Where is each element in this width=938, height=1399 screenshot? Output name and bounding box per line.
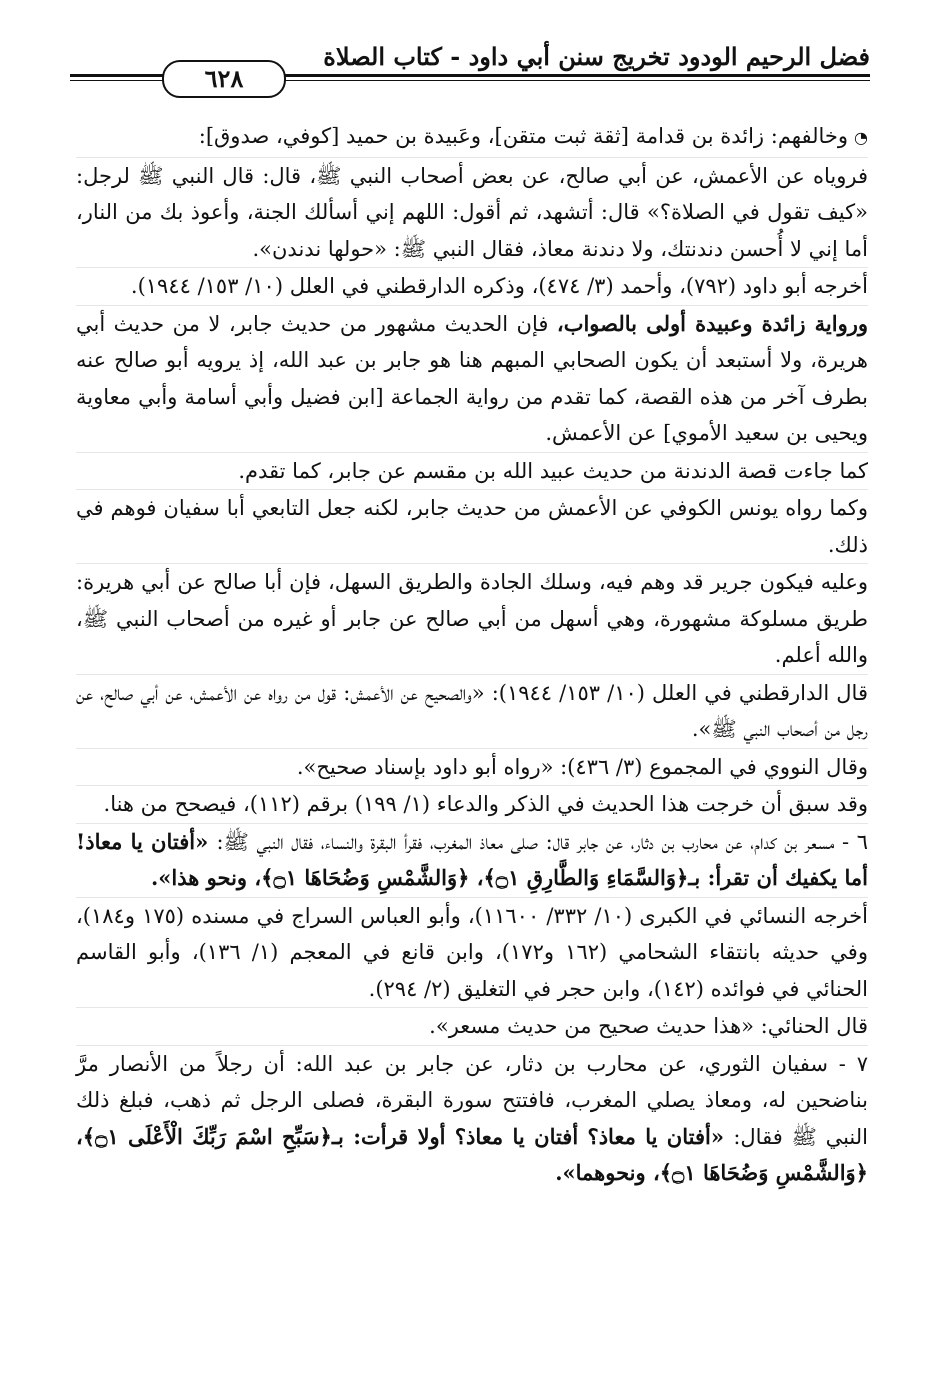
- paragraph-text: فإن الحديث مشهور من حديث جابر، لا من حديث أبي هريرة، ولا أستبعد أن يكون الصحابي المبهم هنا هو جابر بن عبد الله، إذ يرويه أبو صالح عنه بطرف آخر من هذه القصة، كما تقدم من رواية الجماعة [ابن فضيل وأبي أسامة وأبي معاوية ويحيى بن سعيد الأموي] عن الأعمش.: [76, 311, 868, 445]
- paragraph-9: [76, 748, 868, 786]
- paragraph-11: [76, 823, 868, 897]
- paragraph-4: [76, 305, 868, 452]
- running-title: فضل الرحيم الودود تخريج سنن أبي داود - كتاب الصلاة: [323, 42, 870, 71]
- page-number: ٦٢٨: [162, 60, 286, 98]
- paragraph-bold-quote: «أفتان يا معاذ؟ أفتان يا معاذ؟ أولا قرأت: بـ﴿سَبِّحِ اسْمَ رَبِّكَ الْأَعْلَى ۝١﴾، ﴿وَالشَّمْسِ وَضُحَاهَا ۝١﴾، ونحوهما».: [76, 1123, 868, 1185]
- paragraph-text: وقد سبق أن خرجت هذا الحديث في الذكر والدعاء (١/ ١٩٩) برقم (١١٢)، فيصحح من هنا.: [103, 792, 868, 816]
- page-header: [70, 0, 870, 100]
- paragraph-7: [76, 563, 868, 674]
- paragraph-14: [76, 1045, 868, 1192]
- paragraph-text: فروياه عن الأعمش، عن أبي صالح، عن بعض أصحاب النبي ﷺ، قال: قال النبي ﷺ لرجل: «كيف تقول في الصلاة؟» قال: أتشهد، ثم أقول: اللهم إني أسألك الجنة، وأعوذ بك من النار، أما إني لا أُحسن دندنتك، ولا دندنة معاذ، فقال النبي ﷺ: «حولها ندندن».: [76, 163, 868, 261]
- paragraph-13: [76, 1007, 868, 1045]
- paragraph-text: وعليه فيكون جرير قد وهم فيه، وسلك الجادة والطريق السهل، فإن أبا صالح عن أبي هريرة: طريق مسلوكة مشهورة، وهي أسهل من أبي صالح عن جابر أو غيره من أصحاب النبي ﷺ، والله أعلم.: [76, 570, 868, 667]
- paragraph-text: وخالفهم: زائدة بن قدامة [ثقة ثبت متقن]، وعَبيدة بن حميد [كوفي، صدوق]:: [198, 124, 849, 148]
- paragraph-2: [76, 157, 868, 268]
- paragraph-text: ٧ - سفيان الثوري، عن محارب بن دثار، عن جابر بن عبد الله: أن رجلاً من الأنصار مرَّ بناضحين له، ومعاذ يصلي المغرب، فافتتح سورة البقرة، فصلى الرجل ثم ذهب، فبلغ ذلك النبي ﷺ فقال:: [76, 1051, 868, 1149]
- paragraph-text: قال الدارقطني في العلل (١٠/ ١٥٣/ ١٩٤٤): «والصحيح عن الأعمش: قول من رواه عن الأعمش، عن أبي صالح، عن رجل من أصحاب النبي ﷺ».: [76, 680, 868, 741]
- paragraph-bold-quote: «أفتان يا معاذ! أما يكفيك أن تقرأ: بـ﴿وَالسَّمَاءِ وَالطَّارِقِ ۝١﴾، ﴿وَالشَّمْسِ وَضُحَاهَا ۝١﴾، ونحو هذا».: [76, 828, 868, 890]
- paragraph-text: أخرجه أبو داود (٧٩٢)، وأحمد (٣/ ٤٧٤)، وذكره الدارقطني في العلل (١٠/ ١٥٣/ ١٩٤٤).: [130, 274, 868, 298]
- paragraph-10: [76, 785, 868, 823]
- page-number-area: [70, 60, 870, 100]
- paragraph-text: أخرجه النسائي في الكبرى (١٠/ ٣٣٢/ ١١٦٠٠)، وأبو العباس السراج في مسنده (١٧٥ و١٨٤)، وفي حديثه بانتقاء الشحامي (١٦٢ و١٧٢)، وابن قانع في المعجم (١/ ١٣٦)، وأبو القاسم الحنائي في فوائده (١٤٢)، وابن حجر في التغليق (٢/ ٢٩٤).: [76, 903, 868, 1001]
- paragraph-8: [76, 674, 868, 748]
- paragraph-text: وكما رواه يونس الكوفي عن الأعمش من حديث جابر، لكنه جعل التابعي أبا سفيان فوهم في ذلك.: [76, 496, 868, 557]
- paragraph-text: كما جاءت قصة الدندنة من حديث عبيد الله بن مقسم عن جابر، كما تقدم.: [238, 458, 868, 483]
- paragraph-text: قال الحنائي: «هذا حديث صحيح من حديث مسعر».: [429, 1014, 868, 1038]
- paragraph-1: [76, 118, 868, 157]
- paragraph-6: [76, 489, 868, 563]
- paragraph-3: [76, 267, 868, 305]
- paragraph-text: وقال النووي في المجموع (٣/ ٤٣٦): «رواه أبو داود بإسناد صحيح».: [296, 754, 868, 779]
- paragraph-bullet-icon: ◔: [854, 128, 868, 147]
- paragraph-12: [76, 897, 868, 1008]
- page-body: [76, 118, 868, 1192]
- paragraph-bold-lead: ورواية زائدة وعبيدة أولى بالصواب،: [556, 310, 868, 336]
- paragraph-text: ٦ - مسعر بن كدام، عن محارب بن دثار، عن جابر قال: صلى معاذ المغرب، فقرأ البقرة والنساء، فقال النبي ﷺ:: [216, 829, 869, 854]
- paragraph-5: [76, 452, 868, 490]
